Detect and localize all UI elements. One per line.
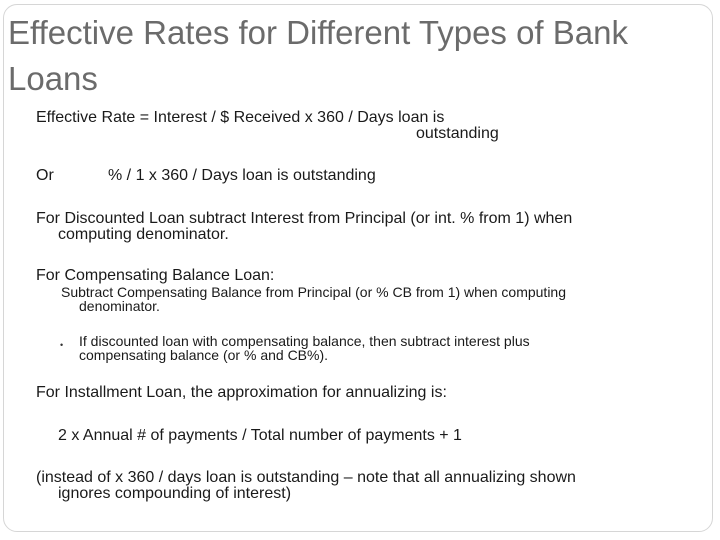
or-label: Or [36,167,54,184]
discounted-loan-line-2: computing denominator. [58,226,229,243]
compensating-sub-line-1: Subtract Compensating Balance from Principal (or % CB from 1) when computing [61,284,566,300]
formula-line-1: Effective Rate = Interest / $ Received x 360 / Days loan is [36,109,445,126]
compensating-sub-line-2: denominator. [79,298,160,314]
note-line-1: (instead of x 360 / days loan is outstanding – note that all annualizing shown [36,469,576,486]
installment-formula: 2 x Annual # of payments / Total number of payments + 1 [58,427,462,444]
note-line-2: ignores compounding of interest) [58,485,292,502]
compensating-balance-heading: For Compensating Balance Loan: [36,267,275,284]
formula-line-2: outstanding [416,125,499,142]
discounted-loan-line-1: For Discounted Loan subtract Interest from Principal (or int. % from 1) when [36,210,573,227]
bullet-icon: • [60,340,64,350]
bullet-line-1: If discounted loan with compensating balance, then subtract interest plus [79,333,530,349]
slide-title: Effective Rates for Different Types of Bank Loans [8,14,628,97]
bullet-line-2: compensating balance (or % and CB%). [79,347,329,363]
or-formula: % / 1 x 360 / Days loan is outstanding [108,167,376,184]
installment-loan-heading: For Installment Loan, the approximation for annualizing is: [36,384,447,401]
